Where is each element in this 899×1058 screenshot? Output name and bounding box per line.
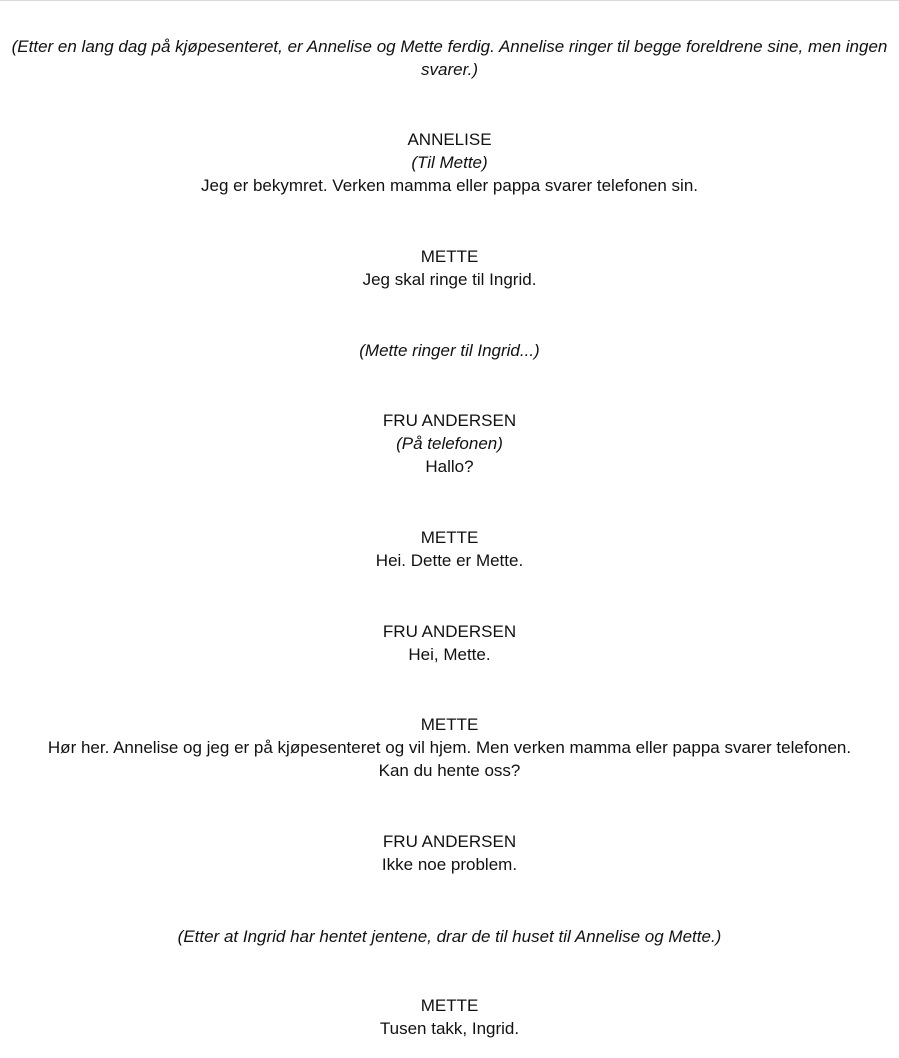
dialogue-block-mette-3 — [0, 713, 899, 782]
stage-direction-text: (Etter en lang dag på kjøpesenteret, er Annelise og Mette ferdig. Annelise ringer til begge foreldrene sine, men ingen svarer.) — [11, 37, 888, 79]
dialogue-block-mette-2 — [0, 526, 899, 572]
character-name: METTE — [420, 996, 479, 1015]
dialogue-line: Ikke noe problem. — [381, 855, 518, 874]
stage-direction-pickup — [0, 925, 899, 948]
dialogue-line: Hei. Dette er Mette. — [375, 551, 524, 570]
dialogue-line: Hør her. Annelise og jeg er på kjøpesenteret og vil hjem. Men verken mamma eller pappa svarer telefonen. Kan du hente oss? — [47, 738, 852, 780]
character-name: FRU ANDERSEN — [382, 411, 517, 430]
dialogue-line: Hei, Mette. — [408, 645, 491, 664]
dialogue-block-mette-4 — [0, 994, 899, 1040]
dialogue-line: Tusen takk, Ingrid. — [379, 1019, 520, 1038]
stage-direction-opening — [0, 35, 899, 81]
character-name: METTE — [420, 715, 479, 734]
dialogue-line: Jeg skal ringe til Ingrid. — [362, 270, 537, 289]
dialogue-block-fru-andersen-2 — [0, 620, 899, 666]
dialogue-block-annelise — [0, 128, 899, 197]
dialogue-block-fru-andersen-1 — [0, 409, 899, 478]
stage-direction-text: (Etter at Ingrid har hentet jentene, drar de til huset til Annelise og Mette.) — [177, 927, 722, 946]
character-name: METTE — [420, 528, 479, 547]
character-name: ANNELISE — [407, 130, 492, 149]
dialogue-line: Hallo? — [425, 457, 474, 476]
dialogue-block-fru-andersen-3 — [0, 830, 899, 876]
stage-direction-call — [0, 339, 899, 362]
top-divider — [0, 0, 899, 1]
stage-direction-text: (Mette ringer til Ingrid...) — [359, 341, 540, 360]
dialogue-line: Jeg er bekymret. Verken mamma eller pappa svarer telefonen sin. — [200, 176, 699, 195]
parenthetical: (Til Mette) — [411, 153, 488, 172]
character-name: FRU ANDERSEN — [382, 832, 517, 851]
character-name: FRU ANDERSEN — [382, 622, 517, 641]
character-name: METTE — [420, 247, 479, 266]
dialogue-block-mette-1 — [0, 245, 899, 291]
parenthetical: (På telefonen) — [396, 434, 503, 453]
